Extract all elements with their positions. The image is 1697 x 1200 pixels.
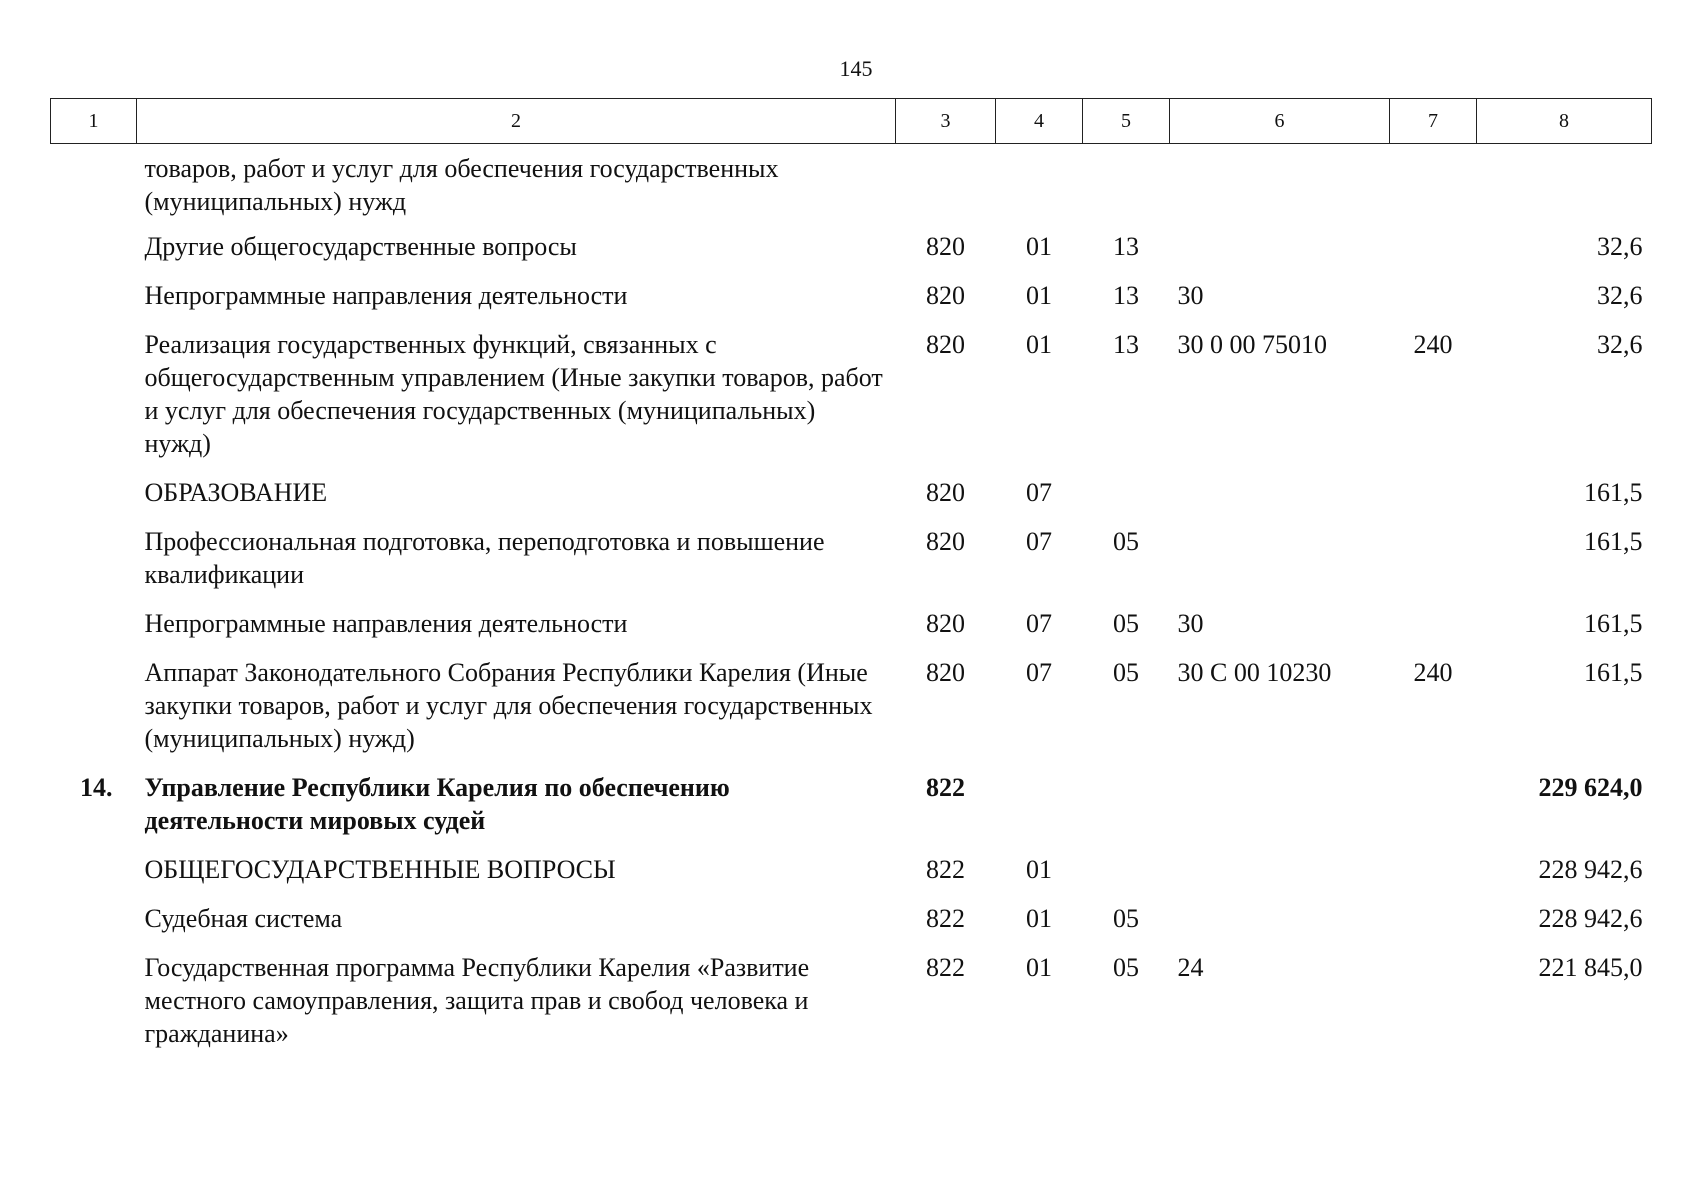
header-col-4: 4	[996, 99, 1083, 144]
row-code-gr: 822	[926, 953, 965, 982]
row-code-pr	[1083, 771, 1170, 853]
row-code-pr	[1083, 853, 1170, 902]
row-sum: 221 845,0	[1538, 953, 1643, 982]
row-index	[51, 279, 137, 328]
table-row	[51, 902, 1652, 951]
row-code-gr: 820	[926, 609, 965, 638]
row-code-gr: 822	[926, 855, 965, 884]
row-code-vr: 240	[1413, 658, 1453, 687]
row-code-rz: 07	[1026, 478, 1052, 507]
header-col-5: 5	[1083, 99, 1170, 144]
row-code-gr: 820	[926, 478, 965, 507]
row-code-csr: 24	[1177, 953, 1204, 982]
row-code-rz: 01	[1026, 281, 1052, 310]
row-sum: 161,5	[1584, 609, 1643, 638]
row-code-gr: 822	[926, 904, 965, 933]
budget-table	[50, 98, 1652, 1066]
table-row	[51, 656, 1652, 771]
row-code-pr: 05	[1113, 658, 1139, 687]
row-name: ОБЩЕГОСУДАРСТВЕННЫЕ ВОПРОСЫ	[144, 855, 616, 884]
row-name: товаров, работ и услуг для обеспечения государственных (муниципальных) нужд	[144, 154, 779, 216]
row-index	[51, 656, 137, 771]
header-row	[51, 99, 1652, 144]
row-code-vr	[1390, 771, 1477, 853]
row-code-csr	[1170, 476, 1390, 525]
row-code-vr: 240	[1413, 330, 1453, 359]
row-code-csr	[1170, 853, 1390, 902]
row-code-vr	[1390, 525, 1477, 607]
row-code-vr	[1390, 279, 1477, 328]
page-number: 145	[839, 56, 873, 81]
header-col-7: 7	[1390, 99, 1477, 144]
row-code-rz	[996, 144, 1083, 231]
row-index	[51, 525, 137, 607]
table-row	[51, 144, 1652, 231]
table-row	[51, 279, 1652, 328]
row-name: Непрограммные направления деятельности	[144, 281, 628, 310]
row-code-pr	[1083, 144, 1170, 231]
table-row	[51, 230, 1652, 279]
row-code-rz: 01	[1026, 904, 1052, 933]
row-code-csr: 30	[1177, 281, 1204, 310]
row-code-pr: 13	[1113, 330, 1139, 359]
row-code-rz	[996, 771, 1083, 853]
row-name: Непрограммные направления деятельности	[144, 609, 628, 638]
row-code-rz: 07	[1026, 609, 1052, 638]
header-col-8: 8	[1477, 99, 1652, 144]
table-row	[51, 607, 1652, 656]
row-name: ОБРАЗОВАНИЕ	[144, 478, 328, 507]
row-code-vr	[1390, 230, 1477, 279]
row-code-csr	[1170, 525, 1390, 607]
row-sum: 32,6	[1597, 330, 1643, 359]
row-code-pr: 13	[1113, 232, 1139, 261]
row-code-pr: 05	[1113, 904, 1139, 933]
row-sum: 32,6	[1597, 232, 1643, 261]
row-code-rz: 01	[1026, 330, 1052, 359]
table-body	[51, 144, 1652, 1067]
row-code-gr: 820	[926, 281, 965, 310]
row-code-csr	[1170, 902, 1390, 951]
table-row	[51, 525, 1652, 607]
row-index	[51, 853, 137, 902]
row-name: Управление Республики Карелия по обеспечению деятельности мировых судей	[144, 773, 730, 835]
row-index	[51, 607, 137, 656]
table-row	[51, 771, 1652, 853]
row-code-csr: 30	[1177, 609, 1204, 638]
header-col-6: 6	[1170, 99, 1390, 144]
table-row	[51, 476, 1652, 525]
row-index	[51, 328, 137, 476]
row-code-rz: 07	[1026, 658, 1052, 687]
row-code-rz: 07	[1026, 527, 1052, 556]
row-index	[51, 476, 137, 525]
row-code-rz: 01	[1026, 855, 1052, 884]
row-index: 14.	[80, 773, 113, 802]
row-code-gr	[896, 144, 996, 231]
row-code-rz: 01	[1026, 953, 1052, 982]
row-code-vr	[1390, 144, 1477, 231]
row-code-vr	[1390, 951, 1477, 1066]
row-index	[51, 902, 137, 951]
header-col-2: 2	[137, 99, 896, 144]
row-code-pr: 13	[1113, 281, 1139, 310]
row-name: Судебная система	[144, 904, 343, 933]
table-header	[51, 99, 1652, 144]
header-col-3: 3	[896, 99, 996, 144]
row-sum: 229 624,0	[1538, 773, 1643, 802]
row-code-csr: 30 С 00 10230	[1177, 658, 1332, 687]
row-name: Профессиональная подготовка, переподготовка и повышение квалификации	[144, 527, 825, 589]
row-name: Государственная программа Республики Карелия «Развитие местного самоуправления, защита прав и свобод человека и гражданина»	[144, 953, 810, 1048]
row-sum: 161,5	[1584, 478, 1643, 507]
row-index	[51, 230, 137, 279]
row-index	[51, 951, 137, 1066]
table-row	[51, 853, 1652, 902]
row-code-gr: 820	[926, 658, 965, 687]
row-index	[51, 144, 137, 231]
row-sum: 161,5	[1584, 658, 1643, 687]
row-sum: 228 942,6	[1538, 855, 1643, 884]
row-code-gr: 822	[926, 773, 965, 802]
row-code-rz: 01	[1026, 232, 1052, 261]
row-name: Аппарат Законодательного Собрания Республики Карелия (Иные закупки товаров, работ и услуг для обеспечения государственных (муниципальных) нужд)	[144, 658, 873, 753]
row-code-vr	[1390, 902, 1477, 951]
row-code-csr	[1170, 230, 1390, 279]
row-code-gr: 820	[926, 330, 965, 359]
row-code-vr	[1390, 607, 1477, 656]
table-row	[51, 328, 1652, 476]
row-code-vr	[1390, 853, 1477, 902]
row-code-csr	[1170, 144, 1390, 231]
header-col-1: 1	[51, 99, 137, 144]
row-sum	[1477, 144, 1652, 231]
row-code-pr: 05	[1113, 609, 1139, 638]
table-row	[51, 951, 1652, 1066]
row-code-vr	[1390, 476, 1477, 525]
row-code-pr: 05	[1113, 527, 1139, 556]
row-sum: 228 942,6	[1538, 904, 1643, 933]
row-code-gr: 820	[926, 232, 965, 261]
row-name: Другие общегосударственные вопросы	[144, 232, 577, 261]
row-code-gr: 820	[926, 527, 965, 556]
row-sum: 161,5	[1584, 527, 1643, 556]
row-code-csr: 30 0 00 75010	[1177, 330, 1327, 359]
row-code-pr	[1083, 476, 1170, 525]
row-code-csr	[1170, 771, 1390, 853]
row-sum: 32,6	[1597, 281, 1643, 310]
row-name: Реализация государственных функций, связанных с общегосударственным управлением (Иные закупки товаров, работ и услуг для обеспечения государственных (муниципальных) нужд)	[144, 330, 883, 458]
row-code-pr: 05	[1113, 953, 1139, 982]
